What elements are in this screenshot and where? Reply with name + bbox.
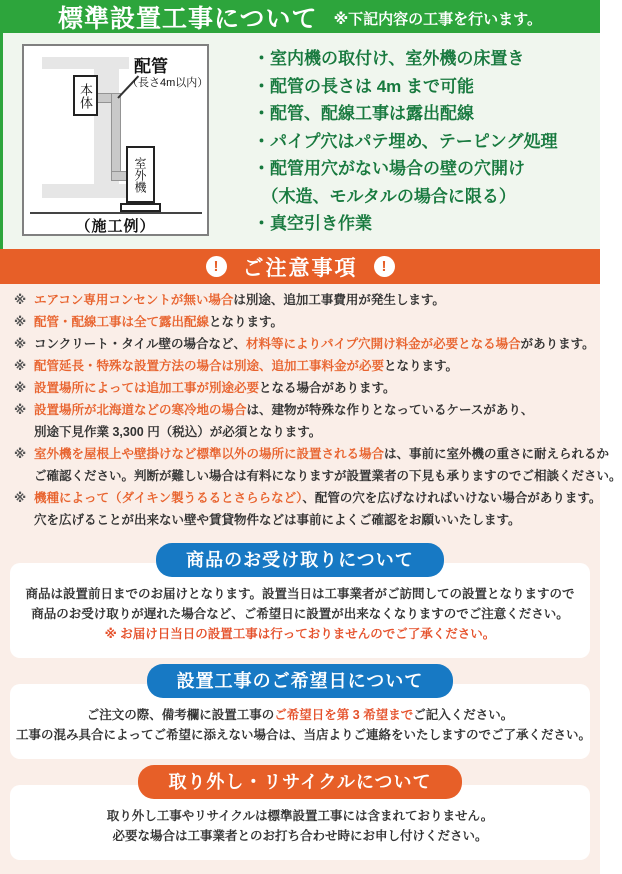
header-subtitle: ※下記内容の工事を行います。 — [333, 11, 542, 28]
work-item: ・パイプ穴はパテ埋め、テーピング処理 — [253, 131, 558, 151]
pipe — [111, 93, 121, 181]
note-mark: ※ — [14, 315, 27, 329]
notice-item — [14, 443, 622, 487]
notice-banner — [0, 249, 600, 284]
work-item: ・真空引き作業 — [253, 214, 372, 233]
work-item: ・室内機の取付け、室外機の床置き — [253, 49, 525, 68]
header-banner — [0, 0, 600, 33]
notice-item — [14, 355, 592, 377]
notice-item — [14, 311, 592, 333]
notice-item — [14, 487, 602, 531]
work-items-list — [253, 45, 557, 249]
section-title-pill: 設置工事のご希望日について — [147, 664, 454, 698]
notice-list — [0, 284, 622, 535]
work-item: ・配管の長さは 4m まで可能 — [253, 76, 475, 96]
info-cards-area — [0, 535, 600, 874]
exclamation-icon: ! — [206, 256, 227, 277]
notice-item — [14, 289, 592, 311]
note-mark: ※ — [14, 337, 27, 351]
card-line: 商品のお受け取りが遅れた場合など、ご希望日に設置が出来なくなりますのでご注意ください。 — [31, 607, 569, 621]
card-line: 商品は設置前日までのお届けとなります。設置当日は工事業者がご訪問しての設置となりますので — [25, 587, 575, 601]
exclamation-icon: ! — [374, 256, 395, 277]
card-line: ご注文の際、備考欄に設置工事のご希望日を第 3 希望までご記入ください。 — [86, 708, 514, 722]
section-title-pill: 商品のお受け取りについて — [156, 543, 444, 577]
work-item: （木造、モルタルの場合に限る） — [253, 186, 516, 206]
page-title: 標準設置工事について — [58, 4, 318, 33]
work-item: ・配管用穴がない場合の壁の穴開け — [253, 159, 525, 178]
card-line: 取り外し工事やリサイクルは標準設置工事には含まれておりません。 — [106, 809, 494, 823]
diagram-caption: （施工例） — [75, 218, 156, 235]
ground-line — [30, 212, 202, 214]
note-text: 室外機を屋根上や壁掛けなど標準以外の場所に設置される場合は、事前に室外機の重さに耐えられるか ご確認ください。判断が難しい場合は有料になりますが設置業者の下見も承りますのでご相談ください。 — [34, 447, 622, 483]
card-line: 工事の混み具合によってご希望に添えない場合は、当店よりご連絡をいたしますのでご了承ください。 — [16, 728, 592, 742]
note-text: 設置場所が北海道などの寒冷地の場合は、建物が特殊な作りとなっているケースがあり、 別途下見作業 3,300 円（税込）が必須となります。 — [34, 403, 534, 439]
note-mark: ※ — [14, 403, 27, 417]
note-text: 設置場所によっては追加工事が別途必要となる場合があります。 — [34, 381, 396, 395]
removal-recycle-section — [10, 765, 590, 860]
note-text: 配管延長・特殊な設置方法の場合は別途、追加工事料金が必要となります。 — [34, 359, 459, 373]
main-unit-box: 本体 — [73, 75, 98, 116]
preferred-date-section — [10, 664, 590, 759]
pipe-length-note: （長さ4m以内） — [127, 77, 209, 89]
note-text: コンクリート・タイル壁の場合など、材料等によりパイプ穴開け料金が必要となる場合があります。 — [34, 337, 595, 351]
standard-work-section — [0, 33, 600, 249]
notice-item — [14, 377, 592, 399]
card-line: ※ お届け日当日の設置工事は行っておりませんのでご了承ください。 — [104, 627, 496, 641]
work-item: ・配管、配線工事は露出配線 — [253, 104, 474, 123]
pipe-label: 配管 — [134, 57, 168, 76]
note-mark: ※ — [14, 447, 27, 461]
notice-item — [14, 399, 592, 443]
note-text: 機種によって（ダイキン製うるるとさららなど）、配管の穴を広げなければいけない場合があります。 穴を広げることが出来ない壁や賃貸物件などは事前によくご確認をお願いいたします。 — [34, 491, 602, 527]
wall-shape — [42, 184, 129, 198]
note-mark: ※ — [14, 359, 27, 373]
pickup-section — [10, 543, 590, 658]
note-mark: ※ — [14, 293, 27, 307]
section-title-pill: 取り外し・リサイクルについて — [138, 765, 461, 799]
note-text: 配管・配線工事は全て露出配線となります。 — [34, 315, 284, 329]
note-text: エアコン専用コンセントが無い場合は別途、追加工事費用が発生します。 — [34, 293, 445, 307]
installation-diagram — [22, 44, 209, 236]
note-mark: ※ — [14, 491, 27, 505]
card-line: 必要な場合は工事業者とのお打ち合わせ時にお申し付けください。 — [112, 829, 488, 843]
outdoor-unit-box: 室外機 — [126, 146, 155, 203]
notice-item — [14, 333, 595, 355]
outdoor-unit-base — [120, 203, 161, 212]
note-mark: ※ — [14, 381, 27, 395]
notice-title: ご注意事項 — [242, 256, 358, 280]
section-card — [10, 563, 590, 658]
